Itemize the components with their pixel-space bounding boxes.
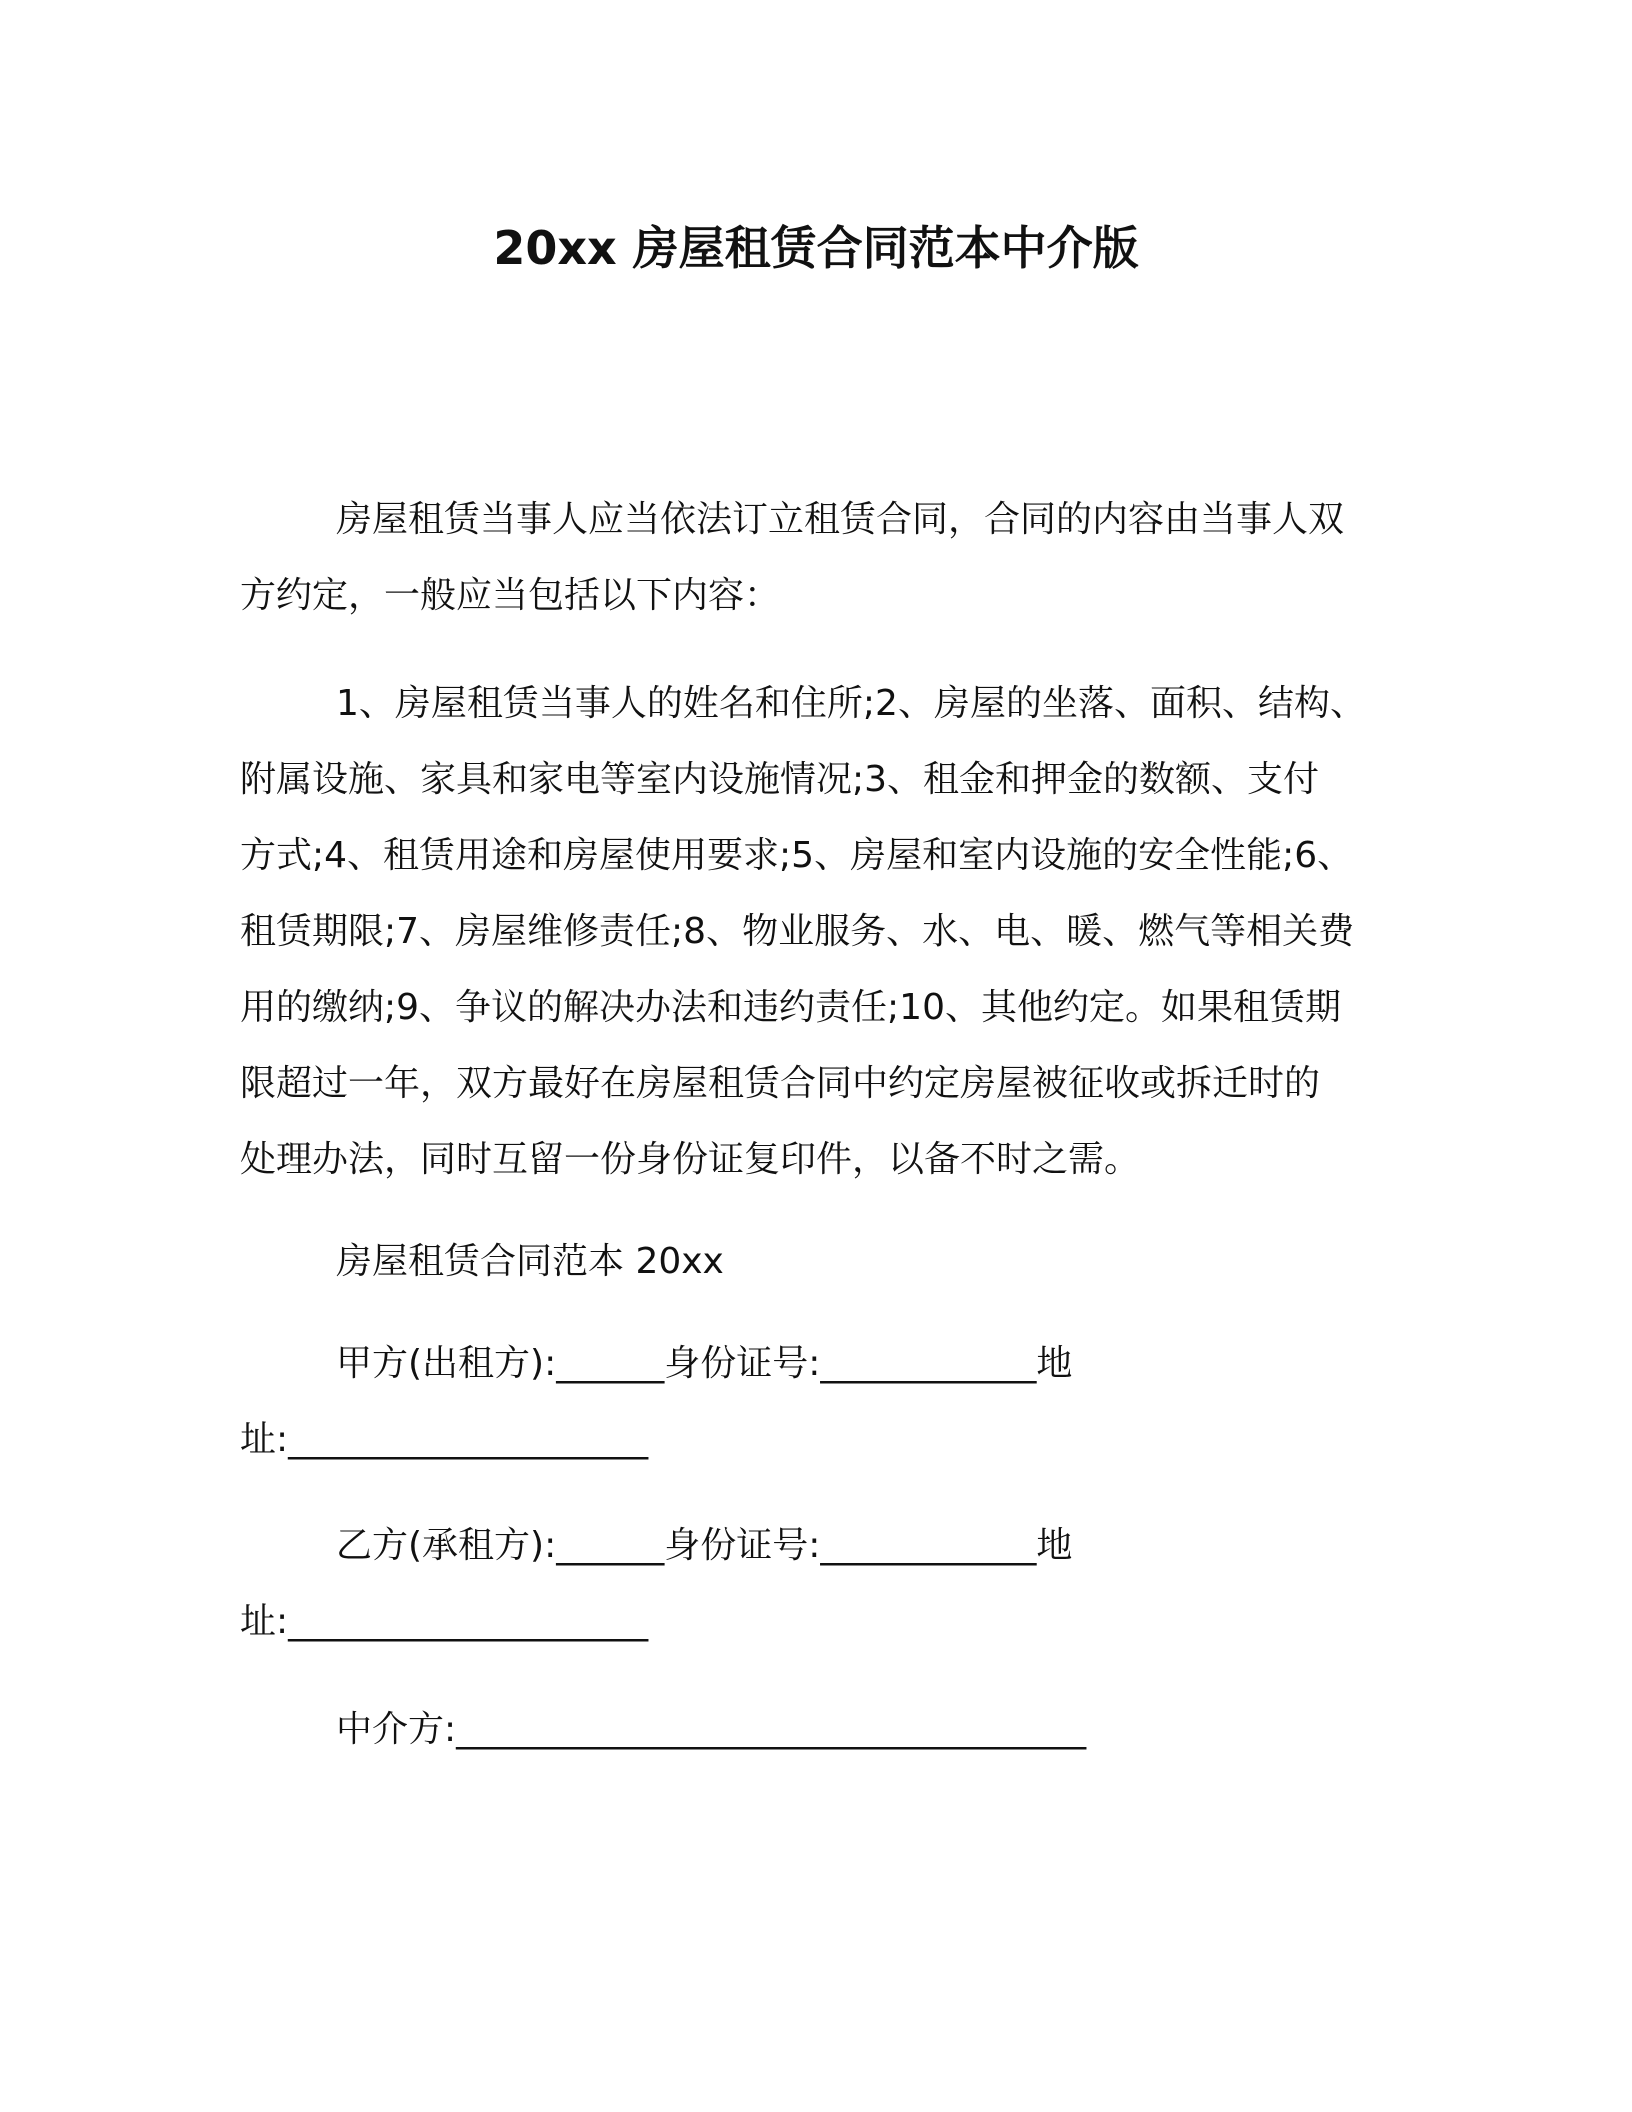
party-b-block: [240, 1508, 1390, 1660]
sample-heading-block: [240, 1224, 1390, 1300]
party-a-line-1: 甲方(出租方):______身份证号:____________地: [336, 1343, 1073, 1384]
party-b-line-1: 乙方(承租方):______身份证号:____________地: [336, 1525, 1073, 1566]
party-a-block: [240, 1326, 1390, 1478]
content-line-6: 限超过一年，双方最好在房屋租赁合同中约定房屋被征收或拆迁时的: [240, 1063, 1321, 1104]
content-line-5: 用的缴纳;9、争议的解决办法和违约责任;10、其他约定。如果租赁期: [240, 987, 1341, 1028]
intro-line-1: 房屋租赁当事人应当依法订立租赁合同，合同的内容由当事人双: [336, 499, 1345, 540]
agent-line: 中介方:___________________________________: [336, 1709, 1087, 1750]
content-line-3: 方式;4、租赁用途和房屋使用要求;5、房屋和室内设施的安全性能;6、: [240, 835, 1354, 876]
document-title: 20xx 房屋租赁合同范本中介版: [493, 221, 1139, 275]
party-b-line-2: 址:____________________: [240, 1601, 649, 1642]
content-line-7: 处理办法，同时互留一份身份证复印件，以备不时之需。: [240, 1139, 1141, 1180]
content-line-1: 1、房屋租赁当事人的姓名和住所;2、房屋的坐落、面积、结构、: [336, 683, 1366, 724]
party-a-line-2: 址:____________________: [240, 1419, 649, 1460]
intro-line-2: 方约定，一般应当包括以下内容：: [240, 575, 781, 616]
sample-heading: 房屋租赁合同范本 20xx: [336, 1241, 724, 1282]
content-line-2: 附属设施、家具和家电等室内设施情况;3、租金和押金的数额、支付: [240, 759, 1320, 800]
agent-block: [240, 1692, 1390, 1768]
content-line-4: 租赁期限;7、房屋维修责任;8、物业服务、水、电、暖、燃气等相关费: [240, 911, 1355, 952]
intro-paragraph: [240, 482, 1390, 634]
content-paragraph: [240, 666, 1390, 1198]
